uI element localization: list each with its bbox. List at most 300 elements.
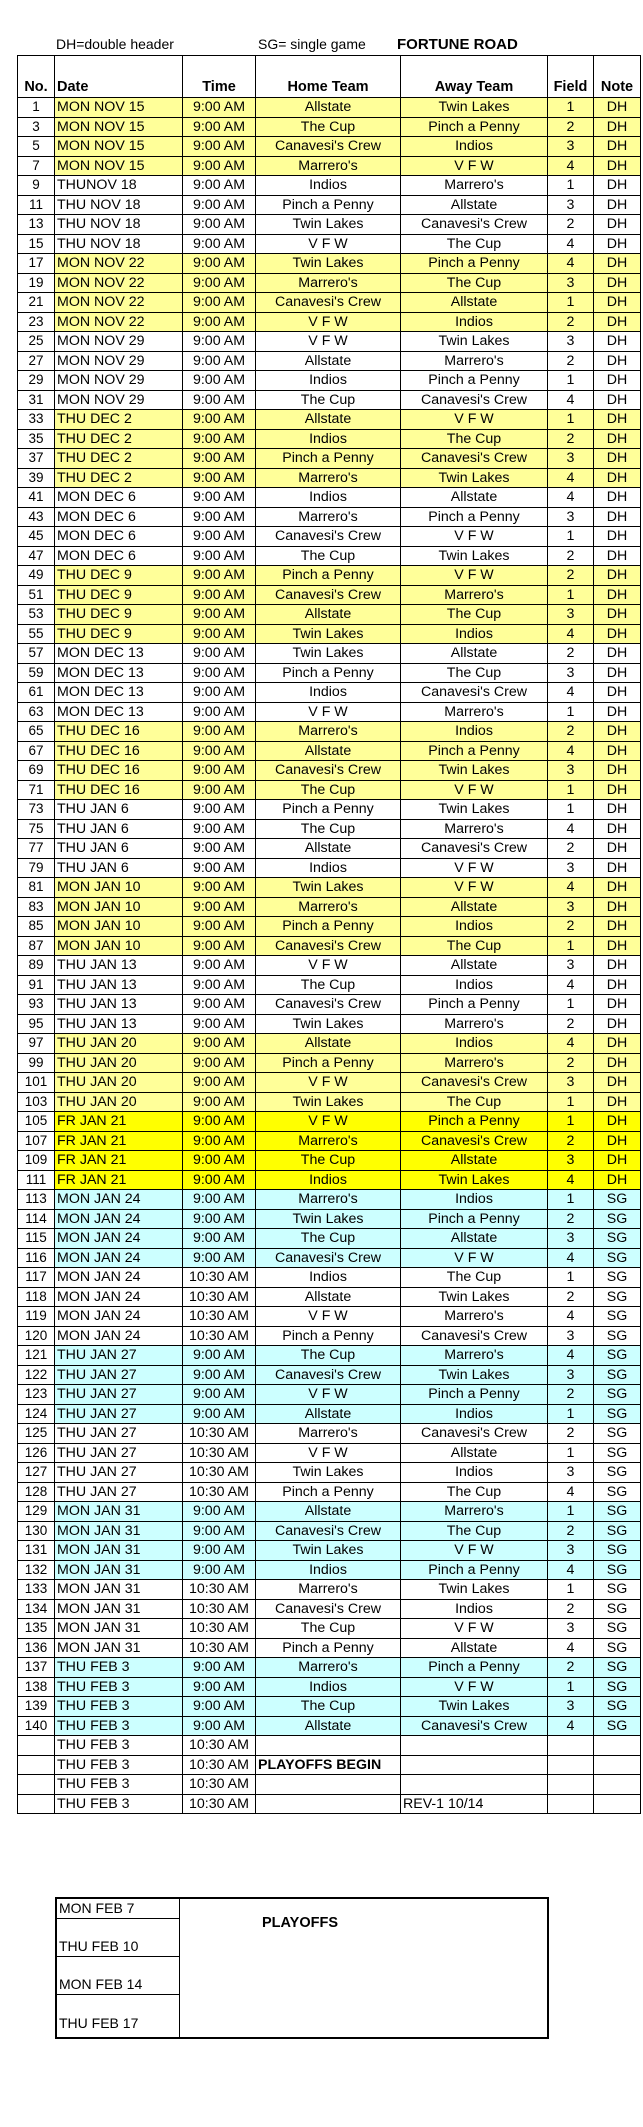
schedule-row	[18, 1463, 641, 1483]
away-team: Twin Lakes	[401, 332, 548, 352]
home-team: Indios	[256, 1677, 401, 1697]
game-time: 9:00 AM	[183, 917, 256, 937]
game-date: THU DEC 16	[55, 722, 183, 742]
game-time: 10:30 AM	[183, 1424, 256, 1444]
game-date: THU FEB 3	[55, 1658, 183, 1678]
schedule-row	[18, 1131, 641, 1151]
schedule-row	[18, 585, 641, 605]
game-date: THU JAN 13	[55, 956, 183, 976]
game-note: DH	[594, 195, 641, 215]
game-note: DH	[594, 1151, 641, 1171]
field-number: 3	[548, 1697, 594, 1717]
game-date: MON DEC 6	[55, 507, 183, 527]
row-number: 27	[18, 351, 55, 371]
game-note: DH	[594, 936, 641, 956]
home-team: V F W	[256, 1112, 401, 1132]
field-number: 2	[548, 312, 594, 332]
field-number: 1	[548, 1268, 594, 1288]
home-team: V F W	[256, 956, 401, 976]
away-team: Twin Lakes	[401, 1365, 548, 1385]
game-time: 9:00 AM	[183, 624, 256, 644]
field-number: 1	[548, 527, 594, 547]
game-time: 9:00 AM	[183, 1502, 256, 1522]
field-number: 3	[548, 1619, 594, 1639]
row-number: 140	[18, 1716, 55, 1736]
game-note: DH	[594, 605, 641, 625]
game-note: SG	[594, 1599, 641, 1619]
game-date: THU DEC 16	[55, 780, 183, 800]
home-team: V F W	[256, 1443, 401, 1463]
schedule-row	[18, 293, 641, 313]
field-number: 3	[548, 605, 594, 625]
game-time: 9:00 AM	[183, 605, 256, 625]
game-time: 9:00 AM	[183, 1014, 256, 1034]
row-number: 61	[18, 683, 55, 703]
row-number: 114	[18, 1209, 55, 1229]
game-time: 9:00 AM	[183, 1716, 256, 1736]
row-number: 128	[18, 1482, 55, 1502]
game-date: MON JAN 10	[55, 897, 183, 917]
game-time: 10:30 AM	[183, 1463, 256, 1483]
row-number	[18, 1755, 55, 1775]
away-team: Pinch a Penny	[401, 1658, 548, 1678]
game-time: 9:00 AM	[183, 254, 256, 274]
game-date: MON NOV 15	[55, 156, 183, 176]
schedule-row	[18, 1424, 641, 1444]
schedule-row	[18, 1736, 641, 1756]
row-number: 43	[18, 507, 55, 527]
game-note: SG	[594, 1580, 641, 1600]
game-note: DH	[594, 215, 641, 235]
home-team: Indios	[256, 1170, 401, 1190]
row-number: 63	[18, 702, 55, 722]
game-time: 9:00 AM	[183, 897, 256, 917]
row-number: 85	[18, 917, 55, 937]
home-team: Twin Lakes	[256, 644, 401, 664]
row-number: 139	[18, 1697, 55, 1717]
home-team: Marrero's	[256, 468, 401, 488]
away-team: Canavesi's Crew	[401, 683, 548, 703]
row-number: 51	[18, 585, 55, 605]
game-note	[594, 1775, 641, 1795]
away-team: Twin Lakes	[401, 1580, 548, 1600]
away-team: V F W	[401, 1541, 548, 1561]
game-note: DH	[594, 371, 641, 391]
schedule-row	[18, 176, 641, 196]
game-time: 9:00 AM	[183, 1209, 256, 1229]
game-time: 9:00 AM	[183, 1131, 256, 1151]
game-date: MON JAN 10	[55, 936, 183, 956]
field-number: 2	[548, 1014, 594, 1034]
row-number: 17	[18, 254, 55, 274]
field-number: 3	[548, 1463, 594, 1483]
row-number: 87	[18, 936, 55, 956]
schedule-row	[18, 1599, 641, 1619]
home-team: The Cup	[256, 390, 401, 410]
col-header-home-team: Home Team	[256, 56, 401, 98]
home-team: Allstate	[256, 839, 401, 859]
away-team: Marrero's	[401, 1307, 548, 1327]
game-date: THU JAN 27	[55, 1346, 183, 1366]
game-time: 9:00 AM	[183, 858, 256, 878]
row-number: 129	[18, 1502, 55, 1522]
away-team: Marrero's	[401, 1346, 548, 1366]
game-time: 9:00 AM	[183, 1112, 256, 1132]
away-team: Marrero's	[401, 585, 548, 605]
game-date: MON JAN 24	[55, 1268, 183, 1288]
away-team	[401, 1736, 548, 1756]
away-team: Canavesi's Crew	[401, 1424, 548, 1444]
away-team: The Cup	[401, 273, 548, 293]
field-number: 3	[548, 663, 594, 683]
game-note: DH	[594, 585, 641, 605]
row-number: 125	[18, 1424, 55, 1444]
schedule-title: FORTUNE ROAD	[397, 36, 518, 53]
row-number: 122	[18, 1365, 55, 1385]
home-team: V F W	[256, 1385, 401, 1405]
row-number: 57	[18, 644, 55, 664]
schedule-row	[18, 1541, 641, 1561]
home-team: Pinch a Penny	[256, 663, 401, 683]
schedule-row	[18, 507, 641, 527]
row-number: 11	[18, 195, 55, 215]
row-number: 115	[18, 1229, 55, 1249]
home-team: Twin Lakes	[256, 1014, 401, 1034]
game-time: 10:30 AM	[183, 1794, 256, 1814]
schedule-row	[18, 156, 641, 176]
home-team: Allstate	[256, 1034, 401, 1054]
home-team: V F W	[256, 312, 401, 332]
game-date: MON DEC 13	[55, 683, 183, 703]
home-team: Pinch a Penny	[256, 1053, 401, 1073]
game-note: DH	[594, 410, 641, 430]
row-number: 15	[18, 234, 55, 254]
row-number: 71	[18, 780, 55, 800]
away-team: Canavesi's Crew	[401, 1073, 548, 1093]
game-date: THU FEB 3	[55, 1775, 183, 1795]
row-number: 33	[18, 410, 55, 430]
field-number: 4	[548, 1307, 594, 1327]
row-number: 21	[18, 293, 55, 313]
game-note: DH	[594, 1131, 641, 1151]
game-note: SG	[594, 1404, 641, 1424]
field-number: 2	[548, 1521, 594, 1541]
row-number: 93	[18, 995, 55, 1015]
game-time: 10:30 AM	[183, 1580, 256, 1600]
game-note: DH	[594, 917, 641, 937]
field-number: 1	[548, 1580, 594, 1600]
game-time: 10:30 AM	[183, 1599, 256, 1619]
home-team: Canavesi's Crew	[256, 1365, 401, 1385]
game-note: SG	[594, 1482, 641, 1502]
away-team: Allstate	[401, 293, 548, 313]
row-number: 111	[18, 1170, 55, 1190]
field-number: 4	[548, 254, 594, 274]
schedule-row	[18, 449, 641, 469]
away-team: Twin Lakes	[401, 546, 548, 566]
home-team: Pinch a Penny	[256, 800, 401, 820]
game-time: 9:00 AM	[183, 1385, 256, 1405]
game-note: SG	[594, 1248, 641, 1268]
game-time: 9:00 AM	[183, 1541, 256, 1561]
home-team: Twin Lakes	[256, 1541, 401, 1561]
field-number: 3	[548, 858, 594, 878]
game-note: DH	[594, 956, 641, 976]
game-date: MON DEC 6	[55, 488, 183, 508]
game-time: 10:30 AM	[183, 1619, 256, 1639]
schedule-table	[17, 55, 641, 1814]
field-number: 3	[548, 1073, 594, 1093]
game-date: MON NOV 29	[55, 371, 183, 391]
game-note: SG	[594, 1463, 641, 1483]
away-team: Twin Lakes	[401, 1287, 548, 1307]
game-time: 9:00 AM	[183, 1190, 256, 1210]
away-team: The Cup	[401, 1092, 548, 1112]
schedule-row	[18, 137, 641, 157]
field-number: 4	[548, 1560, 594, 1580]
game-time: 9:00 AM	[183, 176, 256, 196]
row-number: 91	[18, 975, 55, 995]
away-team: Marrero's	[401, 351, 548, 371]
away-team: Marrero's	[401, 702, 548, 722]
home-team: Twin Lakes	[256, 1209, 401, 1229]
game-note: SG	[594, 1229, 641, 1249]
schedule-row	[18, 605, 641, 625]
schedule-row	[18, 644, 641, 664]
game-note	[594, 1736, 641, 1756]
game-date: FR JAN 21	[55, 1131, 183, 1151]
schedule-row	[18, 1638, 641, 1658]
game-note: DH	[594, 878, 641, 898]
away-team: The Cup	[401, 234, 548, 254]
schedule-row	[18, 254, 641, 274]
field-number: 4	[548, 234, 594, 254]
home-team: Twin Lakes	[256, 1463, 401, 1483]
field-number: 4	[548, 1248, 594, 1268]
game-time: 9:00 AM	[183, 98, 256, 118]
game-time: 9:00 AM	[183, 819, 256, 839]
game-date: THU FEB 3	[55, 1677, 183, 1697]
game-time: 9:00 AM	[183, 488, 256, 508]
game-time: 9:00 AM	[183, 1151, 256, 1171]
away-team: V F W	[401, 1677, 548, 1697]
away-team: Allstate	[401, 488, 548, 508]
row-number: 13	[18, 215, 55, 235]
home-team: Marrero's	[256, 1424, 401, 1444]
field-number: 3	[548, 195, 594, 215]
game-note: DH	[594, 351, 641, 371]
game-time: 9:00 AM	[183, 585, 256, 605]
game-time: 9:00 AM	[183, 215, 256, 235]
row-number: 47	[18, 546, 55, 566]
home-team: The Cup	[256, 1619, 401, 1639]
schedule-row	[18, 1229, 641, 1249]
schedule-row	[18, 897, 641, 917]
schedule-row	[18, 98, 641, 118]
game-time: 9:00 AM	[183, 449, 256, 469]
home-team: Allstate	[256, 1502, 401, 1522]
schedule-row	[18, 858, 641, 878]
schedule-row	[18, 1677, 641, 1697]
game-date: THU DEC 2	[55, 449, 183, 469]
home-team: Marrero's	[256, 1131, 401, 1151]
game-date: MON JAN 31	[55, 1619, 183, 1639]
game-note: DH	[594, 507, 641, 527]
game-time: 9:00 AM	[183, 1053, 256, 1073]
home-team: PLAYOFFS BEGIN	[256, 1755, 401, 1775]
away-team: Marrero's	[401, 1014, 548, 1034]
game-note: DH	[594, 1034, 641, 1054]
schedule-row	[18, 800, 641, 820]
field-number: 1	[548, 1677, 594, 1697]
home-team: The Cup	[256, 819, 401, 839]
row-number: 25	[18, 332, 55, 352]
away-team: V F W	[401, 780, 548, 800]
away-team: Marrero's	[401, 1502, 548, 1522]
field-number: 1	[548, 410, 594, 430]
schedule-row	[18, 332, 641, 352]
game-time: 9:00 AM	[183, 507, 256, 527]
game-date: THU JAN 20	[55, 1092, 183, 1112]
row-number: 77	[18, 839, 55, 859]
game-note: SG	[594, 1658, 641, 1678]
game-note: DH	[594, 644, 641, 664]
field-number	[548, 1794, 594, 1814]
game-date: MON JAN 24	[55, 1326, 183, 1346]
home-team: V F W	[256, 702, 401, 722]
away-team: Allstate	[401, 1151, 548, 1171]
game-note: DH	[594, 858, 641, 878]
away-team	[401, 1755, 548, 1775]
home-team: Allstate	[256, 98, 401, 118]
game-time: 9:00 AM	[183, 293, 256, 313]
away-team: V F W	[401, 566, 548, 586]
field-number: 3	[548, 1365, 594, 1385]
home-team: Indios	[256, 858, 401, 878]
away-team: Canavesi's Crew	[401, 1131, 548, 1151]
game-time: 9:00 AM	[183, 566, 256, 586]
game-time: 9:00 AM	[183, 429, 256, 449]
row-number: 55	[18, 624, 55, 644]
game-time: 9:00 AM	[183, 1521, 256, 1541]
field-number: 2	[548, 215, 594, 235]
game-date: THU JAN 27	[55, 1404, 183, 1424]
home-team: Canavesi's Crew	[256, 293, 401, 313]
row-number: 9	[18, 176, 55, 196]
field-number: 3	[548, 956, 594, 976]
field-number: 3	[548, 897, 594, 917]
away-team: V F W	[401, 1619, 548, 1639]
game-note: DH	[594, 312, 641, 332]
away-team: V F W	[401, 1248, 548, 1268]
schedule-row	[18, 995, 641, 1015]
field-number: 1	[548, 585, 594, 605]
game-date: FR JAN 21	[55, 1151, 183, 1171]
game-date: MON NOV 15	[55, 117, 183, 137]
game-time: 9:00 AM	[183, 137, 256, 157]
game-note: SG	[594, 1443, 641, 1463]
schedule-row	[18, 839, 641, 859]
row-number: 107	[18, 1131, 55, 1151]
col-header-away-team: Away Team	[401, 56, 548, 98]
game-time: 9:00 AM	[183, 156, 256, 176]
game-time: 9:00 AM	[183, 722, 256, 742]
game-date: FR JAN 21	[55, 1112, 183, 1132]
game-note: DH	[594, 722, 641, 742]
game-time: 9:00 AM	[183, 234, 256, 254]
schedule-row	[18, 1580, 641, 1600]
home-team: Allstate	[256, 1716, 401, 1736]
schedule-row	[18, 273, 641, 293]
schedule-row	[18, 351, 641, 371]
row-number: 67	[18, 741, 55, 761]
game-date: THU JAN 13	[55, 975, 183, 995]
game-date: FR JAN 21	[55, 1170, 183, 1190]
row-number: 121	[18, 1346, 55, 1366]
game-time: 9:00 AM	[183, 1404, 256, 1424]
away-team: The Cup	[401, 936, 548, 956]
game-date: MON NOV 29	[55, 390, 183, 410]
game-date: THU JAN 6	[55, 819, 183, 839]
game-date: THU DEC 9	[55, 585, 183, 605]
row-number: 53	[18, 605, 55, 625]
field-number: 1	[548, 800, 594, 820]
row-number: 75	[18, 819, 55, 839]
game-date: MON DEC 13	[55, 702, 183, 722]
game-note: SG	[594, 1697, 641, 1717]
game-date: MON NOV 15	[55, 137, 183, 157]
row-number: 109	[18, 1151, 55, 1171]
row-number: 120	[18, 1326, 55, 1346]
game-time: 9:00 AM	[183, 741, 256, 761]
field-number: 3	[548, 1229, 594, 1249]
row-number: 7	[18, 156, 55, 176]
away-team: Marrero's	[401, 176, 548, 196]
schedule-row	[18, 410, 641, 430]
game-date: THU NOV 18	[55, 234, 183, 254]
playoffs-box	[55, 1897, 549, 2039]
home-team	[256, 1775, 401, 1795]
home-team: Allstate	[256, 1287, 401, 1307]
field-number: 2	[548, 1385, 594, 1405]
schedule-row	[18, 234, 641, 254]
game-date: THU DEC 9	[55, 605, 183, 625]
row-number: 39	[18, 468, 55, 488]
home-team: The Cup	[256, 975, 401, 995]
away-team: Canavesi's Crew	[401, 839, 548, 859]
game-time: 9:00 AM	[183, 761, 256, 781]
schedule-row	[18, 1268, 641, 1288]
away-team: The Cup	[401, 1268, 548, 1288]
game-note: SG	[594, 1190, 641, 1210]
home-team	[256, 1794, 401, 1814]
field-number: 2	[548, 1424, 594, 1444]
home-team: Canavesi's Crew	[256, 936, 401, 956]
row-number: 81	[18, 878, 55, 898]
schedule-row	[18, 1482, 641, 1502]
row-number: 1	[18, 98, 55, 118]
game-time: 9:00 AM	[183, 273, 256, 293]
game-time: 10:30 AM	[183, 1268, 256, 1288]
game-date: THU DEC 16	[55, 741, 183, 761]
schedule-row	[18, 566, 641, 586]
row-number: 69	[18, 761, 55, 781]
col-header-date: Date	[55, 56, 183, 98]
game-time: 9:00 AM	[183, 332, 256, 352]
home-team: The Cup	[256, 1229, 401, 1249]
schedule-row	[18, 1112, 641, 1132]
game-time: 9:00 AM	[183, 1677, 256, 1697]
